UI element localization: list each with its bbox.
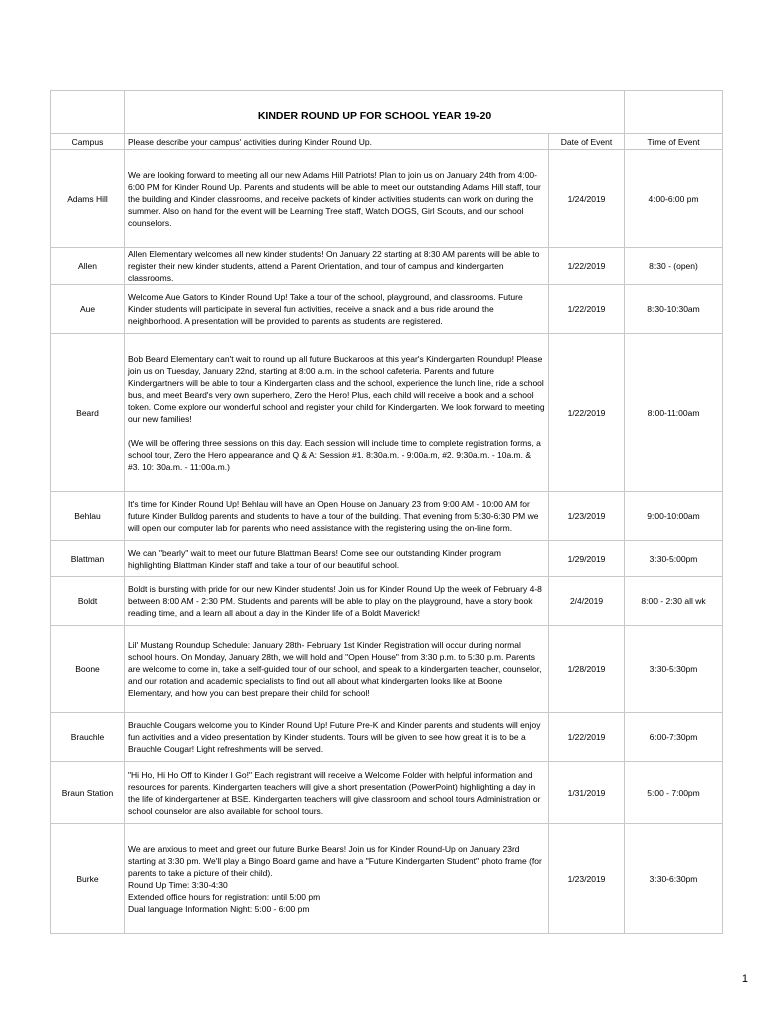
date-cell: 1/22/2019 [549, 285, 625, 334]
time-cell: 3:30-5:30pm [625, 626, 723, 713]
table-row [51, 150, 723, 248]
campus-cell: Beard [51, 334, 125, 492]
time-cell: 4:00-6:00 pm [625, 150, 723, 248]
description-cell: It's time for Kinder Round Up! Behlau will have an Open House on January 23 from 9:00 AM - 10:00 AM for future Kinder Bulldog parents and students to have a tour of the building. That evening from 5:30-6:30 PM we will open our computer lab for parents who need assistance with the registering using the on-line form. [125, 492, 549, 541]
time-cell: 8:30-10:30am [625, 285, 723, 334]
title-spacer-left [51, 91, 125, 134]
time-cell: 6:00-7:30pm [625, 713, 723, 762]
time-cell: 3:30-5:00pm [625, 541, 723, 577]
campus-cell: Boone [51, 626, 125, 713]
date-cell: 1/31/2019 [549, 762, 625, 824]
header-description: Please describe your campus' activities during Kinder Round Up. [125, 134, 549, 150]
campus-cell: Braun Station [51, 762, 125, 824]
table-row [51, 762, 723, 824]
date-cell: 1/23/2019 [549, 824, 625, 934]
header-campus: Campus [51, 134, 125, 150]
description-cell: Boldt is bursting with pride for our new Kinder students! Join us for Kinder Round Up the week of February 4-8 between 8:00 AM - 2:30 PM. Students and parents will be able to play on the playground, have a story book reading time, and a learn all about a day in the Kinder life of a Boldt Maverick! [125, 577, 549, 626]
table-row [51, 541, 723, 577]
table-row [51, 334, 723, 492]
date-cell: 2/4/2019 [549, 577, 625, 626]
table-row [51, 824, 723, 934]
date-cell: 1/22/2019 [549, 713, 625, 762]
time-cell: 3:30-6:30pm [625, 824, 723, 934]
table-row [51, 577, 723, 626]
description-cell: "Hi Ho, Hi Ho Off to Kinder I Go!" Each registrant will receive a Welcome Folder with helpful information and resources for parents. Kindergarten teachers will give a short presentation (PowerPoint) highlighting a day in the life of kindergartener at BSE. Kindergarten teachers will give classroom and school tours Administration or school counselor are also available for school tours. [125, 762, 549, 824]
description-cell: We are anxious to meet and greet our future Burke Bears! Join us for Kinder Round-Up on January 23rd starting at 3:30 pm. We'll play a Bingo Board game and have a "Future Kindergarten Student" photo frame (for parents to take a picture of their child). Round Up Time: 3:30-4:30 Extended office hours for registration: until 5:00 pm Dual language Information Night: 5:00 - 6:00 pm [125, 824, 549, 934]
table-body [51, 91, 723, 934]
campus-cell: Burke [51, 824, 125, 934]
table-row [51, 248, 723, 285]
description-cell: Lil' Mustang Roundup Schedule: January 28th- February 1st Kinder Registration will occur during normal school hours. On Monday, January 28th, we will hold and "Open House" from 3:30 p.m. to 5:30 p.m. Parents are welcome to come in, take a self-guided tour of our school, and speak to a kindergarten teacher, counselor, and our rotation and academic specialists to find out all about what kindergarten looks like at Boone Elementary, and how you can best prepare their child for school! [125, 626, 549, 713]
table-row [51, 626, 723, 713]
description-cell: Allen Elementary welcomes all new kinder students! On January 22 starting at 8:30 AM parents will be able to register their new kinder students, attend a Parent Orientation, and tour of campus and kindergarten classrooms. [125, 248, 549, 285]
date-cell: 1/24/2019 [549, 150, 625, 248]
table-row [51, 492, 723, 541]
table-row [51, 285, 723, 334]
description-cell: Welcome Aue Gators to Kinder Round Up! Take a tour of the school, playground, and classrooms. Future Kinder students will participate in several fun activities, receive a snack and a bus ride around the neighborhood. A presentation will be provided to parents as students are registered. [125, 285, 549, 334]
description-cell: Brauchle Cougars welcome you to Kinder Round Up! Future Pre-K and Kinder parents and students will enjoy fun activities and a video presentation by Kinder students. Tours will be given to see how great it is to be a Brauchle Cougar! Light refreshments will be served. [125, 713, 549, 762]
date-cell: 1/28/2019 [549, 626, 625, 713]
table-row [51, 713, 723, 762]
campus-cell: Allen [51, 248, 125, 285]
time-cell: 9:00-10:00am [625, 492, 723, 541]
time-cell: 5:00 - 7:00pm [625, 762, 723, 824]
date-cell: 1/22/2019 [549, 248, 625, 285]
campus-cell: Boldt [51, 577, 125, 626]
time-cell: 8:00 - 2:30 all wk [625, 577, 723, 626]
title-row [51, 91, 723, 134]
time-cell: 8:30 - (open) [625, 248, 723, 285]
page-number: 1 [741, 973, 748, 985]
kinder-roundup-table [50, 90, 723, 934]
campus-cell: Aue [51, 285, 125, 334]
header-date: Date of Event [549, 134, 625, 150]
date-cell: 1/29/2019 [549, 541, 625, 577]
description-cell: Bob Beard Elementary can't wait to round up all future Buckaroos at this year's Kindergarten Roundup! Please join us on Tuesday, January 22nd, starting at 8:00 a.m. in the school cafeteria. Parents and future Kindergartners will be able to tour a Kindergarten class and the school, experience the lunch line, ride a school bus, and meet Beard's very own superhero, Zero the Hero! Plus, each child will receive a book and a school token. Come explore our wonderful school and register your child for Kindergarten. We look forward to meeting our new families! (We will be offering three sessions on this day. Each session will include time to complete registration forms, a school tour, Zero the Hero appearance and Q & A: Session #1. 8:30a.m. - 9:00a.m, #2. 9:30a.m. - 10a.m. & #3. 10: 30a.m. - 11:00a.m.) [125, 334, 549, 492]
title-spacer-right [625, 91, 723, 134]
document-title: KINDER ROUND UP FOR SCHOOL YEAR 19-20 [125, 91, 625, 134]
header-row [51, 134, 723, 150]
campus-cell: Behlau [51, 492, 125, 541]
date-cell: 1/22/2019 [549, 334, 625, 492]
header-time: Time of Event [625, 134, 723, 150]
date-cell: 1/23/2019 [549, 492, 625, 541]
description-cell: We can "bearly" wait to meet our future Blattman Bears! Come see our outstanding Kinder program highlighting Blattman Kinder staff and take a tour of our beautiful school. [125, 541, 549, 577]
campus-cell: Blattman [51, 541, 125, 577]
campus-cell: Adams Hill [51, 150, 125, 248]
time-cell: 8:00-11:00am [625, 334, 723, 492]
description-cell: We are looking forward to meeting all our new Adams Hill Patriots! Plan to join us on January 24th from 4:00-6:00 PM for Kinder Round Up. Parents and students will be able to meet our outstanding Adams Hill staff, tour the building and Kinder classrooms, and receive packets of kinder activities students can work on during the summer. Also on hand for the event will be Learning Tree staff, Watch DOGS, Girl Scouts, and our school counselors. [125, 150, 549, 248]
campus-cell: Brauchle [51, 713, 125, 762]
